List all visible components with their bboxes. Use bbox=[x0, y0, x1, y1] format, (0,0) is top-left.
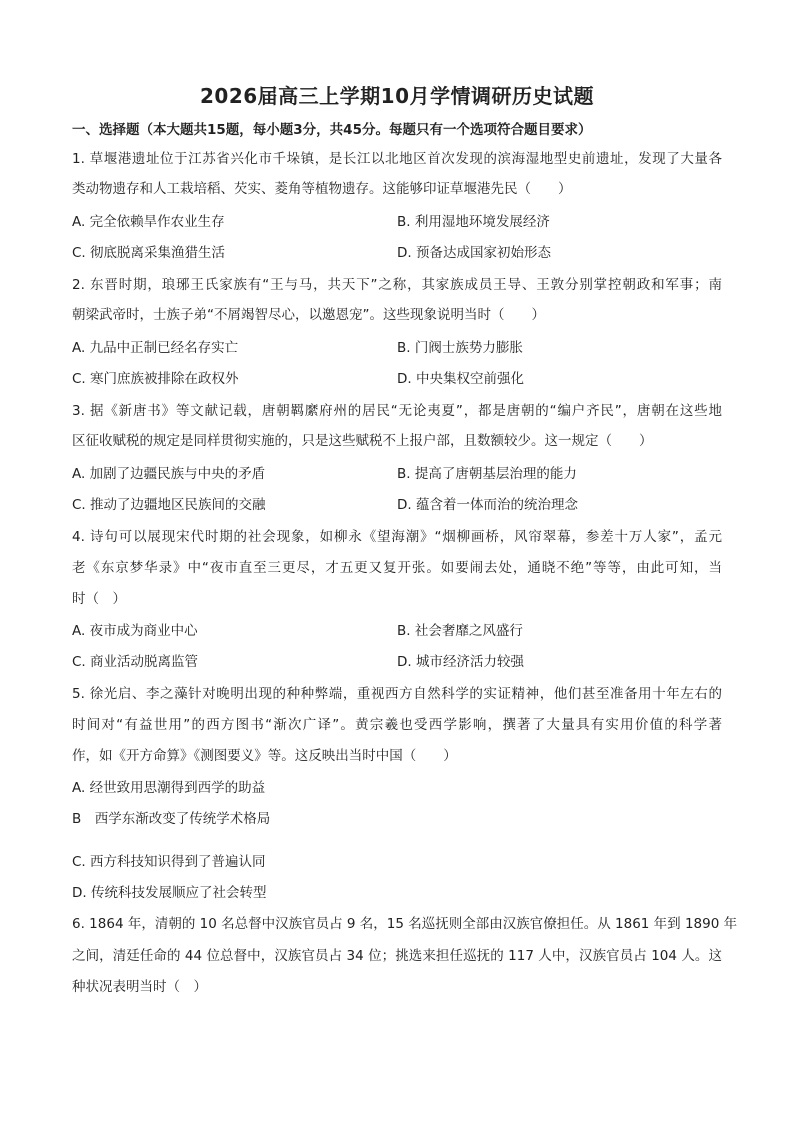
question-1-option-b: B. 利用湿地环境发展经济 bbox=[397, 214, 550, 230]
question-6-line-2: 之间，清廷任命的 44 位总督中，汉族官员占 34 位；挑选来担任巡抚的 117 人中，汉族官员占 104 人。这 bbox=[72, 948, 722, 964]
question-4-option-c: C. 商业活动脱离监管 bbox=[72, 654, 199, 670]
question-2-line-2: 朝梁武帝时，士族子弟“不屑竭智尽心，以邀恩宠”。这些现象说明当时（ ） bbox=[72, 307, 545, 323]
question-6-line-3: 种状况表明当时（ ） bbox=[72, 979, 207, 995]
question-5-option-d: D. 传统科技发展顺应了社会转型 bbox=[72, 885, 267, 901]
question-1-option-d: D. 预备达成国家初始形态 bbox=[397, 245, 551, 261]
question-4-line-1: 4. 诗句可以展现宋代时期的社会现象，如柳永《望海潮》“烟柳画桥，风帘翠幕，参差十万人家”，孟元 bbox=[72, 529, 722, 545]
question-5-option-a: A. 经世致用思潮得到西学的助益 bbox=[72, 780, 266, 796]
page-title: 2026届高三上学期10月学情调研历史试题 bbox=[200, 84, 594, 108]
question-6-line-1: 6. 1864 年，清朝的 10 名总督中汉族官员占 9 名，15 名巡抚则全部由汉族官僚担任。从 1861 年到 1890 年 bbox=[72, 916, 738, 932]
question-3-option-a: A. 加剧了边疆民族与中央的矛盾 bbox=[72, 466, 266, 482]
question-4-line-2: 老《东京梦华录》中“夜市直至三更尽，才五更又复开张。如要闹去处，通晓不绝”等等，由此可知，当 bbox=[72, 560, 722, 576]
question-1-option-a: A. 完全依赖旱作农业生存 bbox=[72, 214, 225, 230]
section-heading: 一、选择题（本大题共15题，每小题3分，共45分。每题只有一个选项符合题目要求） bbox=[72, 122, 592, 138]
question-1-line-1: 1. 草堰港遗址位于江苏省兴化市千垛镇，是长江以北地区首次发现的滨海湿地型史前遗址，发现了大量各 bbox=[72, 151, 722, 167]
question-3-option-c: C. 推动了边疆地区民族间的交融 bbox=[72, 497, 266, 513]
question-3-option-b: B. 提高了唐朝基层治理的能力 bbox=[397, 466, 577, 482]
question-5-option-c: C. 西方科技知识得到了普遍认同 bbox=[72, 854, 266, 870]
question-1-line-2: 类动物遗存和人工栽培稻、芡实、菱角等植物遗存。这能够印证草堰港先民（ ） bbox=[72, 181, 572, 197]
question-5-line-2: 时间对“有益世用”的西方图书“渐次广译”。黄宗羲也受西学影响，撰著了大量具有实用价值的科学著 bbox=[72, 717, 722, 733]
question-2-option-b: B. 门阀士族势力膨胀 bbox=[397, 340, 523, 356]
question-5-option-b: B 西学东渐改变了传统学术格局 bbox=[72, 811, 271, 827]
question-2-option-a: A. 九品中正制已经名存实亡 bbox=[72, 340, 239, 356]
question-4-option-d: D. 城市经济活力较强 bbox=[397, 654, 524, 670]
question-5-line-3: 作，如《开方命算》《测图要义》等。这反映出当时中国（ ） bbox=[72, 748, 457, 764]
question-4-line-3: 时（ ） bbox=[72, 591, 126, 607]
question-4-option-b: B. 社会奢靡之风盛行 bbox=[397, 623, 523, 639]
question-1-option-c: C. 彻底脱离采集渔猎生活 bbox=[72, 245, 226, 261]
question-5-line-1: 5. 徐光启、李之藻针对晚明出现的种种弊端，重视西方自然科学的实证精神，他们甚至准备用十年左右的 bbox=[72, 686, 722, 702]
question-2-option-c: C. 寒门庶族被排除在政权外 bbox=[72, 371, 239, 387]
question-3-line-2: 区征收赋税的规定是同样贯彻实施的，只是这些赋税不上报户部，且数额较少。这一规定（ ） bbox=[72, 433, 653, 449]
question-2-option-d: D. 中央集权空前强化 bbox=[397, 371, 524, 387]
question-2-line-1: 2. 东晋时期，琅琊王氏家族有“王与马，共天下”之称，其家族成员王导、王敦分别掌控朝政和军事；南 bbox=[72, 277, 722, 293]
question-4-option-a: A. 夜市成为商业中心 bbox=[72, 623, 198, 639]
question-3-line-1: 3. 据《新唐书》等文献记载，唐朝羁縻府州的居民“无论夷夏”，都是唐朝的“编户齐民”，唐朝在这些地 bbox=[72, 403, 722, 419]
question-3-option-d: D. 蕴含着一体而治的统治理念 bbox=[397, 497, 578, 513]
